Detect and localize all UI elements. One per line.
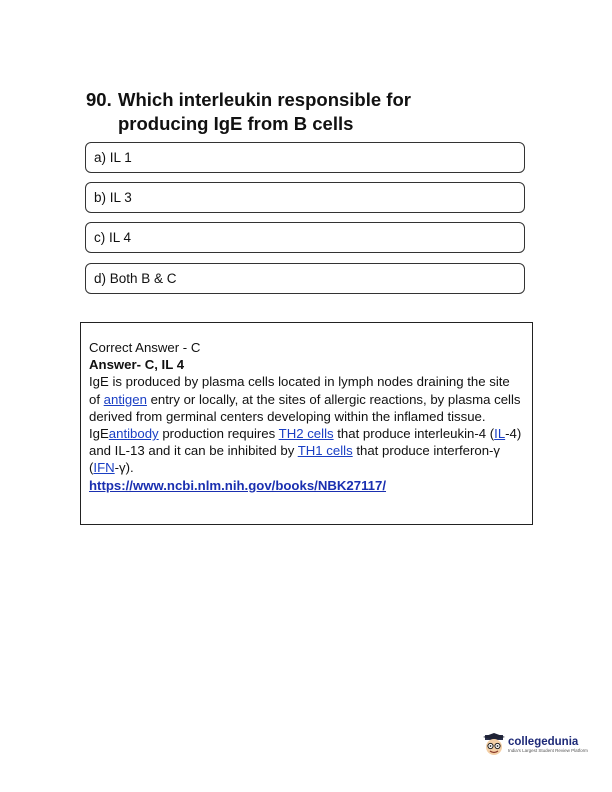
answer-box <box>80 322 533 525</box>
explanation-paragraph-2 <box>89 425 524 477</box>
question <box>86 88 506 136</box>
explanation-text: -γ). <box>114 460 134 476</box>
correct-answer-line: Correct Answer - C <box>89 340 201 355</box>
antibody-link[interactable]: antibody <box>108 426 159 442</box>
option-c[interactable]: c) IL 4 <box>85 222 525 253</box>
mascot-icon <box>482 733 506 757</box>
explanation-text: that produce interferon-γ ( <box>89 443 501 476</box>
explanation-text: IgE <box>89 426 109 442</box>
option-a[interactable]: a) IL 1 <box>85 142 525 173</box>
explanation-paragraph-1 <box>89 373 524 425</box>
logo-name: collegedunia <box>508 736 579 748</box>
explanation-text: that produce interleukin-4 ( <box>333 426 495 442</box>
answer-heading: Answer- C, IL 4 <box>89 357 185 373</box>
th1-cells-link[interactable]: TH1 cells <box>297 443 353 459</box>
ifn-link[interactable]: IFN <box>93 460 115 476</box>
antigen-link[interactable]: antigen <box>103 391 147 407</box>
explanation-text: -4) and IL-13 and it can be inhibited by <box>89 426 522 459</box>
source-url-link[interactable]: https://www.ncbi.nlm.nih.gov/books/NBK27117/ <box>89 477 387 493</box>
question-number: 90. <box>86 89 112 110</box>
option-d[interactable]: d) Both B & C <box>85 263 525 294</box>
explanation-text: IgE is produced by plasma cells located in lymph nodes draining the site of <box>89 374 510 407</box>
collegedunia-logo <box>482 733 588 757</box>
th2-cells-link[interactable]: TH2 cells <box>278 426 334 442</box>
option-b[interactable]: b) IL 3 <box>85 182 525 213</box>
explanation-text: production requires <box>158 426 279 442</box>
logo-tagline: India's Largest Student Review Platform <box>508 748 588 753</box>
logo-text <box>508 736 588 754</box>
question-text: Which interleukin responsible for producing IgE from B cells <box>118 89 411 134</box>
explanation-text: entry or locally, at the sites of allergic reactions, by plasma cells derived from germinal centers developing within the inflamed tissue. <box>89 391 521 424</box>
il-link[interactable]: IL <box>494 426 506 442</box>
